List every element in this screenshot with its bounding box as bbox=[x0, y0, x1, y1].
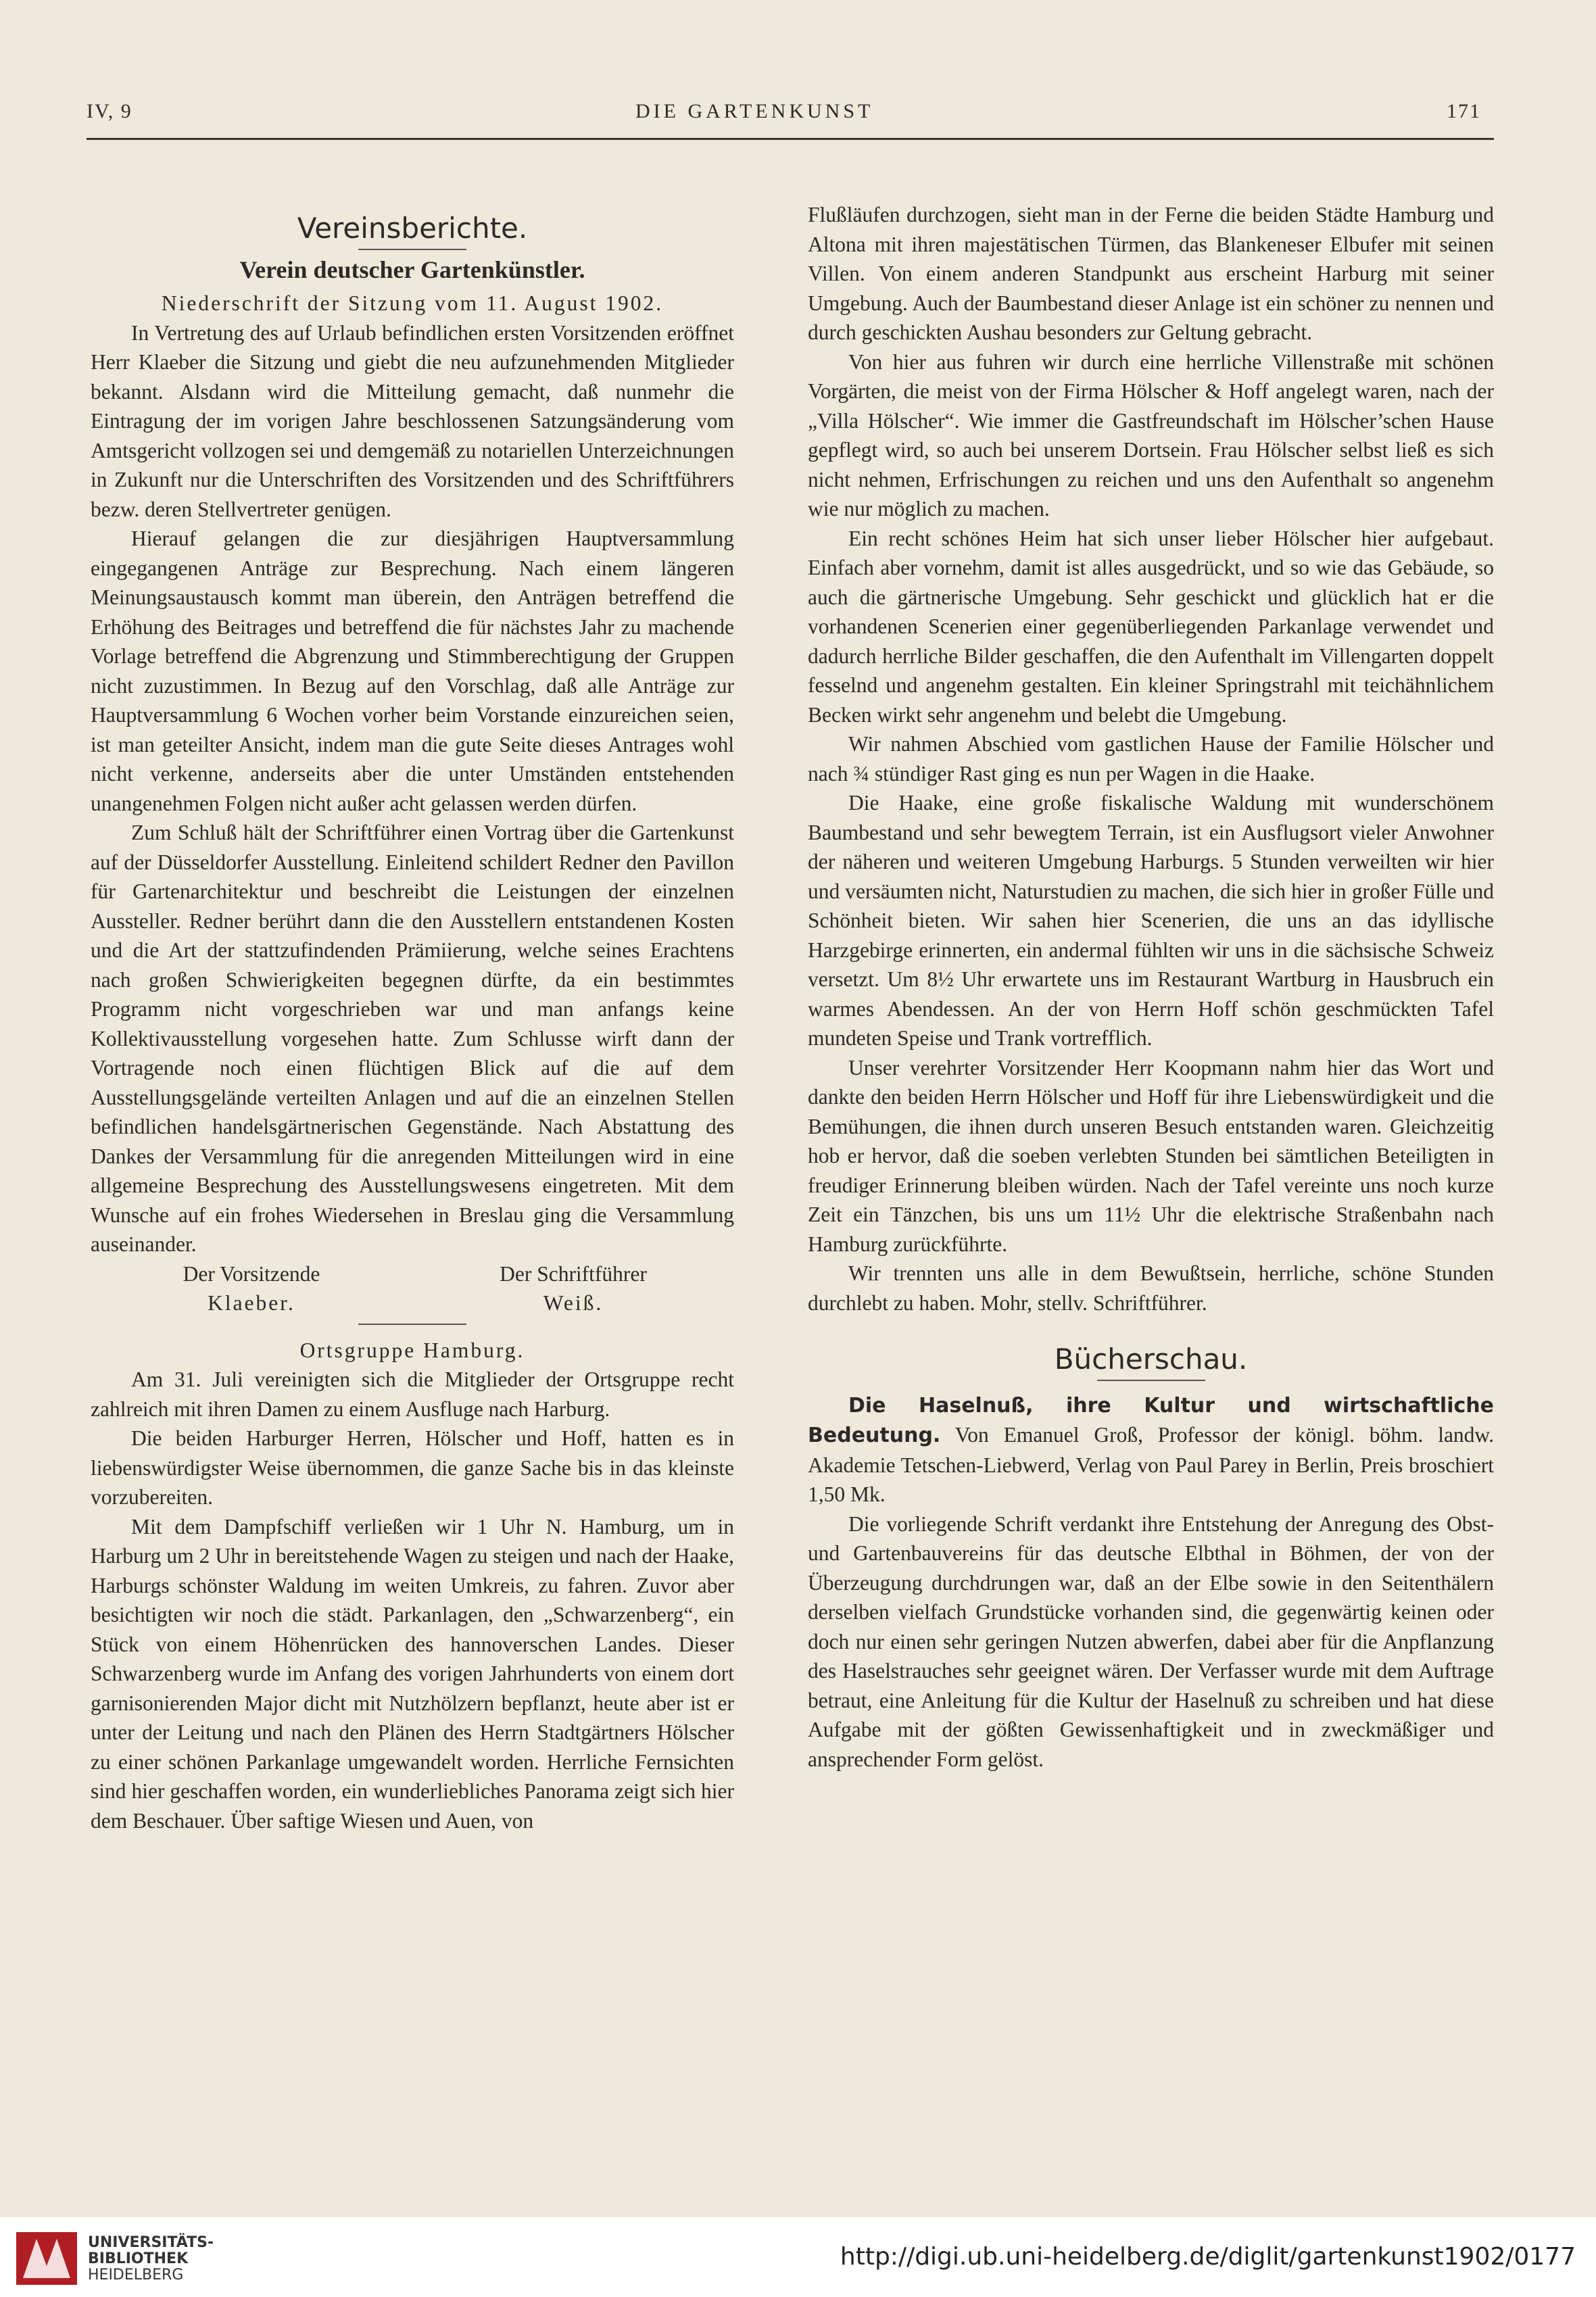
signature-name: Weiß. bbox=[543, 1291, 604, 1315]
book-title: Die Haselnuß, ihre Kultur und wirtschaftliche Bedeutung. bbox=[808, 1393, 1494, 1447]
book-entry bbox=[808, 1391, 1494, 1509]
signature-name: Klaeber. bbox=[208, 1291, 295, 1315]
minutes-title: Niederschrift der Sitzung vom 11. August 1902. bbox=[161, 291, 664, 315]
library-name-line: BIBLIOTHEK bbox=[88, 2250, 189, 2267]
source-url-link[interactable]: http://digi.ub.uni-heidelberg.de/diglit/gartenkunst1902/0177 bbox=[840, 2243, 1576, 2271]
section-divider bbox=[358, 1324, 466, 1325]
paragraph: Wir trennten uns alle in dem Bewußtsein, herrliche, schöne Stunden durchlebt zu haben. Mohr, stellv. Schriftführer. bbox=[808, 1261, 1494, 1315]
paragraph: Von hier aus fuhren wir durch eine herrliche Villenstraße mit schönen Vorgärten, die meist von der Firma Hölscher & Hoff angelegt waren, nach der „Villa Hölscher“. Wie immer die Gastfreundschaft im Hölscher’schen Hause gepflegt wird, so auch bei unserem Dortsein. Frau Hölscher selbst ließ es sich nicht nehmen, Erfrischungen zu reichen und uns den Aufenthalt so angenehm wie nur möglich zu machen. bbox=[808, 349, 1494, 521]
header-rule bbox=[87, 138, 1494, 140]
section-title-vereinsberichte: Vereinsberichte. bbox=[297, 212, 528, 245]
library-name bbox=[88, 2235, 214, 2283]
right-column bbox=[808, 200, 1494, 1774]
club-title: Verein deutscher Gartenkünstler. bbox=[239, 256, 585, 283]
paragraph: In Vertretung des auf Urlaub befindlichen ersten Vorsitzenden eröffnet Herr Klaeber die Sitzung und giebt die neu aufzunehmenden Mitglieder bekannt. Alsdann wird die Mitteilung gemacht, daß nunmehr die Eintragung der im vorigen Jahre beschlossenen Satzungsänderung vom Amtsgericht vollzogen sei und demgemäß zu notariellen Unterzeichnungen in Zukunft nur die Unterschriften des Vorsitzenden und des Schriftführers bezw. deren Stellvertreter genügen. bbox=[91, 320, 734, 521]
signature-role: Der Vorsitzende bbox=[183, 1261, 320, 1286]
library-name-line: UNIVERSITÄTS- bbox=[88, 2234, 214, 2251]
library-name-line: HEIDELBERG bbox=[88, 2267, 184, 2283]
group-title: Ortsgruppe Hamburg. bbox=[299, 1338, 525, 1362]
paragraph: Mit dem Dampfschiff verließen wir 1 Uhr N. Hamburg, um in Harburg um 2 Uhr in bereitstehende Wagen zu steigen und nach der Haake, Harburgs schönster Waldung im weiten Umkreis, zu fahren. Zuvor aber besichtigten wir noch die städt. Parkanlagen, den „Schwarzenberg“, ein Stück von einem Höhenrücken des hannoverschen Landes. Dieser Schwarzenberg wurde im Anfang des vorigen Jahrhunderts von einem dort garnisonierenden Major dicht mit Nutzhölzern bepflanzt, heute aber ist er unter der Leitung und nach den Plänen des Herrn Stadtgärtners Hölscher zu einer schönen Parkanlage umgewandelt worden. Herrliche Fernsichten sind hier geschaffen worden, ein wunderliebliches Panorama zeigt sich hier dem Beschauer. Über saftige Wiesen und Auen, von bbox=[91, 1514, 734, 1833]
paragraph: Hierauf gelangen die zur diesjährigen Hauptversammlung eingegangenen Anträge zur Besprechung. Nach einem längeren Meinungsaustausch kommt man überein, den Anträgen betreffend die Erhöhung des Beitrages und betreffend die für nächstes Jahr zu machende Vorlage betreffend die Abgrenzung und Stimmberechtigung der Gruppen nicht zuzustimmen. In Bezug auf den Vorschlag, daß alle Anträge zur Hauptversammlung 6 Wochen vorher beim Vorstande einzureichen seien, ist man geteilter Ansicht, indem man die gute Seite dieses Antrages wohl nicht verkenne, anderseits aber die unter Umständen entstehenden unangenehmen Folgen nicht außer acht gelassen werden dürfen. bbox=[91, 527, 734, 815]
left-column bbox=[91, 201, 734, 1835]
paragraph: Die beiden Harburger Herren, Hölscher und Hoff, hatten es in liebenswürdigster Weise übernommen, die ganze Sache bis in das kleinste vorzubereiten. bbox=[91, 1426, 734, 1509]
paragraph: Unser verehrter Vorsitzender Herr Koopmann nahm hier das Wort und dankte den beiden Herrn Hölscher und Hoff für ihre Liebenswürdigkeit und die Bemühungen, die ihnen durch unseren Besuch entstanden waren. Gleichzeitig hob er hervor, daß die soeben verlebten Stunden bei sämtlichen Beteiligten in freudiger Erinnerung bleiben würden. Nach der Tafel vereinte uns noch kurze Zeit ein Tänzchen, bis uns um 11½ Uhr die elektrische Straßenbahn nach Hamburg zurückführte. bbox=[808, 1055, 1494, 1256]
signature-names bbox=[91, 1288, 734, 1318]
signature-role: Der Schriftführer bbox=[500, 1261, 647, 1286]
section-title-buecherschau: Bücherschau. bbox=[1054, 1343, 1248, 1376]
paragraph: Flußläufen durchzogen, sieht man in der Ferne die beiden Städte Hamburg und Altona mit ihren majestätischen Türmen, das Blankeneser Elbufer mit seinen Villen. Von einem anderen Standpunkt aus erscheint Harburg mit seiner Umgebung. Auch der Baumbestand dieser Anlage ist ein schöner zu nennen und durch geschickten Aushau besonders zur Geltung gebracht. bbox=[808, 203, 1494, 344]
paragraph: Wir nahmen Abschied vom gastlichen Hause der Familie Hölscher und nach ¾ stündiger Rast ging es nun per Wagen in die Haake. bbox=[808, 732, 1494, 785]
book-meta: Von Emanuel Groß, Professor der königl. böhm. landw. Akademie Tetschen-Liebwerd, Verlag von Paul Parey in Berlin, Preis broschiert 1,50 Mk. bbox=[808, 1423, 1495, 1506]
section-divider bbox=[1097, 1380, 1205, 1381]
header-journal-title: DIE GARTENKUNST bbox=[635, 100, 874, 122]
ub-heidelberg-logo-icon bbox=[16, 2232, 77, 2285]
paragraph: Die vorliegende Schrift verdankt ihre Entstehung der Anregung des Obst- und Gartenbauvereins für das deutsche Elbthal in Böhmen, der von der Überzeugung durchdrungen war, daß an der Elbe sowie in den Seitenthälern derselben vielfach Grundstücke vorhanden sind, die gegenwärtig keinen oder doch nur einen sehr geringen Nutzen abwerfen, dabei aber für die Anpflanzung des Haselstrauches sehr geeignet wären. Der Verfasser wurde mit dem Auftrage betraut, eine Anleitung für die Kultur der Haselnuß zu schreiben und hat diese Aufgabe mit der gößten Gewissenhaftigkeit und in zweckmäßiger und ansprechender Form gelöst. bbox=[808, 1512, 1494, 1771]
paragraph: Die Haake, eine große fiskalische Waldung mit wunderschönem Baumbestand und sehr bewegtem Terrain, ist ein Ausflugsort vieler Anwohner der näheren und weiteren Umgebung Harburgs. 5 Stunden verweilten wir hier und versäumten nicht, Naturstudien zu machen, die sich hier in großer Fülle und Schönheit bieten. Wir sahen hier Scenerien, die uns an das idyllische Harzgebirge erinnerten, ein andermal fühlten wir uns in die sächsische Schweiz versetzt. Um 8½ Uhr erwartete uns im Restaurant Wartburg in Hausbruch ein warmes Abendessen. An der von Herrn Hoff schön geschmückten Tafel mundeten Speise und Trank vortrefflich. bbox=[808, 791, 1494, 1050]
header-page-number: 171 bbox=[1447, 100, 1481, 122]
paragraph: Am 31. Juli vereinigten sich die Mitglieder der Ortsgruppe recht zahlreich mit ihren Damen zu einem Ausfluge nach Harburg. bbox=[91, 1368, 734, 1421]
section-divider bbox=[358, 249, 466, 250]
signature-roles bbox=[91, 1259, 734, 1289]
paragraph: Zum Schluß hält der Schriftführer einen Vortrag über die Gartenkunst auf der Düsseldorfer Ausstellung. Einleitend schildert Redner den Pavillon für Gartenarchitektur und beschreibt die Leistungen der einzelnen Aussteller. Redner berührt dann die den Ausstellern entstandenen Kosten und die Art der stattzufindenden Prämiierung, welche seines Erachtens nach großen Schwierigkeiten begegnen dürfte, da ein bestimmtes Programm nicht vorgeschrieben war und man anfangs keine Kollektivausstellung vorgesehen hatte. Zum Schlusse wirft dann der Vortragende noch einen flüchtigen Blick auf die auf dem Ausstellungsgelände verteilten Anlagen und auf die an einzelnen Stellen befindlichen handelsgärtnerischen Gegenstände. Nach Abstattung des Dankes der Versammlung für die anregenden Mitteilungen wird in eine allgemeine Besprechung des Ausstellungswesens eingetreten. Mit dem Wunsche auf ein frohes Wiedersehen in Breslau ging die Versammlung auseinander. bbox=[91, 821, 734, 1256]
paragraph: Ein recht schönes Heim hat sich unser lieber Hölscher hier aufgebaut. Einfach aber vornehm, damit ist alles ausgedrückt, und so wie das Gebäude, so auch die gärtnerische Umgebung. Sehr geschickt und glücklich hat er die vorhandenen Scenerien einer gegenüberliegenden Parkanlage verwendet und dadurch herrliche Bilder geschaffen, die den Aufenthalt im Villengarten doppelt fesselnd und angenehm gestalten. Ein kleiner Springstrahl mit teichähnlichem Becken wirkt sehr angenehm und belebt die Umgebung. bbox=[808, 526, 1494, 727]
header-volume: IV, 9 bbox=[87, 100, 132, 122]
